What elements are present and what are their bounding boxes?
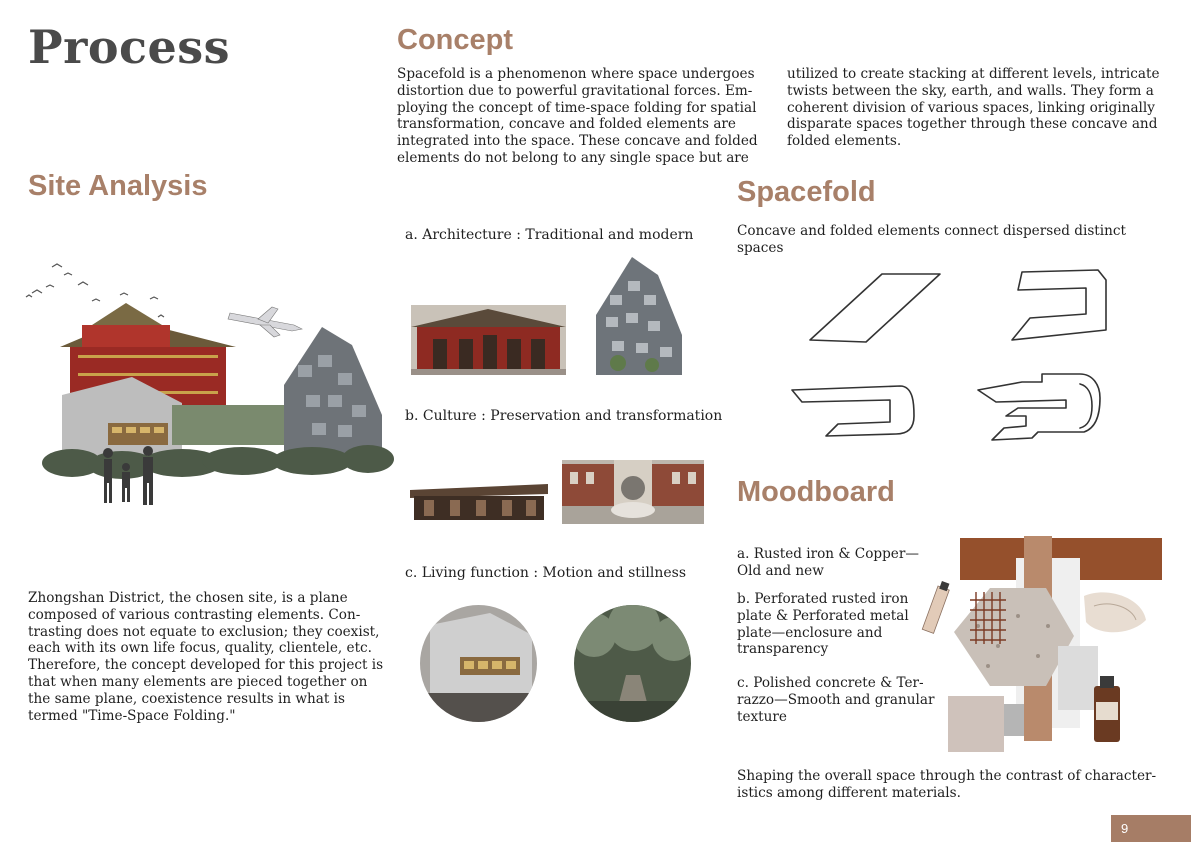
concept-text-col2: utilized to create stacking at different levels, intricate twists between the sky, earth, and walls. They form a coherent division of various spaces, linking originally disparate spaces together through these concave and folded elements. xyxy=(787,66,1160,150)
moodboard-item-rusted-iron xyxy=(737,546,942,580)
moodboard-item-text: Polished concrete & Ter-razzo—Smooth and granular texture xyxy=(737,675,935,725)
modern-tower-photo xyxy=(588,255,685,375)
moodboard-item-prefix: b. xyxy=(737,591,751,607)
site-collage-image xyxy=(22,255,394,525)
concept-text-col1: Spacefold is a phenomenon where space undergoes distortion due to powerful gravitational forces. Em-ploying the concept of time-space folding for spatial transformation, concave and folded elements are integrated into the space. These concave and folded elements do not belong to any single space but are xyxy=(397,66,758,166)
page-title: Process xyxy=(28,20,231,74)
analysis-label-architecture: a. Architecture : Traditional and modern xyxy=(405,227,694,243)
site-analysis-description: Zhongshan District, the chosen site, is a plane composed of various contrasting elements. Con-trasting does not equate to exclusion; they coexist, each with its own life focus, quality, clientele, etc. Therefore, the concept developed for this project is that when many elements are pieced together on the same plane, coexistence results in what is termed "Time-Space Folding." xyxy=(28,590,384,724)
spacefold-description: Concave and folded elements connect dispersed distinct spaces xyxy=(737,223,1126,256)
analysis-label-culture: b. Culture : Preservation and transformation xyxy=(405,408,723,424)
heritage-building-photo xyxy=(562,460,704,524)
moodboard-item-text: Rusted iron & Copper—Old and new xyxy=(737,546,919,579)
moodboard-item-perforated-plate xyxy=(737,591,927,658)
motion-street-photo xyxy=(420,605,537,722)
page-number-badge: 9 xyxy=(1111,815,1191,842)
concept-heading: Concept xyxy=(397,24,513,56)
analysis-label-living-function: c. Living function : Motion and stillness xyxy=(405,565,687,581)
moodboard-item-text: Perforated rusted iron plate & Perforated metal plate—enclosure and transparency xyxy=(737,591,909,658)
material-collage-image xyxy=(918,536,1164,754)
moodboard-item-prefix: a. xyxy=(737,546,750,562)
temple-photo xyxy=(411,305,566,375)
site-analysis-heading: Site Analysis xyxy=(28,170,208,202)
moodboard-item-concrete-terrazzo xyxy=(737,675,942,725)
moodboard-item-prefix: c. xyxy=(737,675,749,691)
stillness-park-photo xyxy=(574,605,691,722)
spacefold-heading: Spacefold xyxy=(737,176,876,208)
moodboard-summary: Shaping the overall space through the contrast of character-istics among different materials. xyxy=(737,768,1157,801)
spacefold-sketches xyxy=(780,262,1150,452)
moodboard-heading: Moodboard xyxy=(737,476,895,508)
historic-house-photo xyxy=(410,480,548,522)
